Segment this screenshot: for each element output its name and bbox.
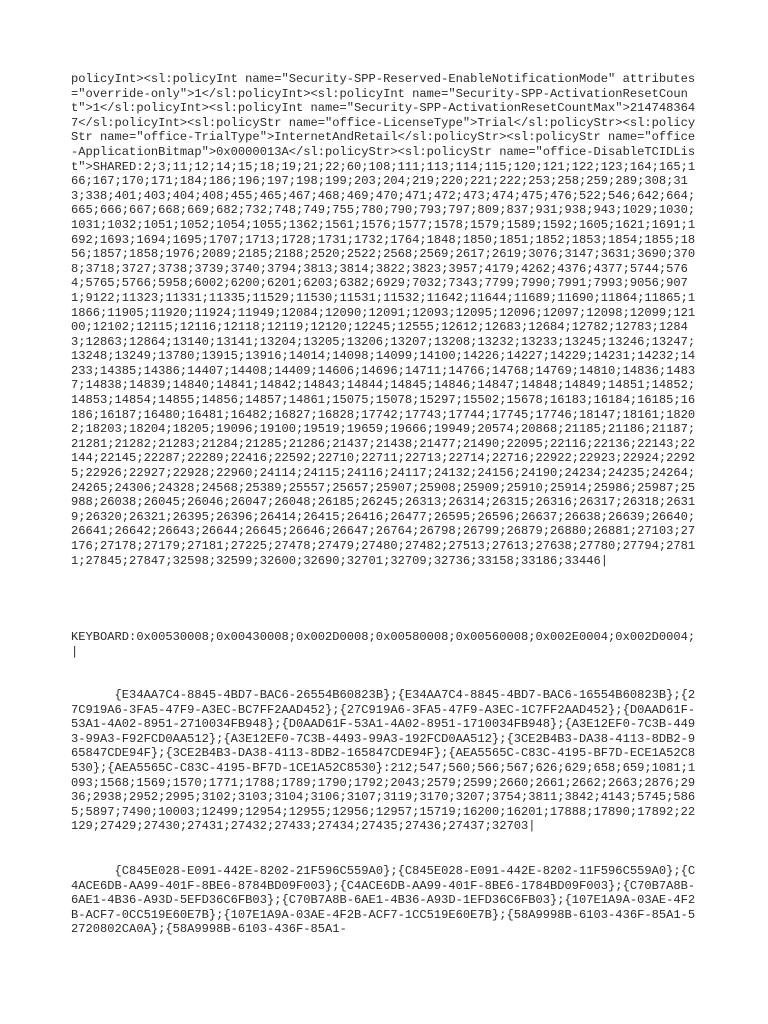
policy-xml-text: policyInt><sl:policyInt name="Security-SPP-Reserved-EnableNotificationMode" attributes="override-only">1</sl:policyInt><sl:policyInt name="Security-SPP-ActivationResetCount">1</sl:policyInt><sl:policyInt name="Security-SPP-ActivationResetCountMax">2147483647</sl:policyInt><sl:policyStr name="office-LicenseType">Trial</sl:policyStr><sl:policyStr name="office-TrialType">InternetAndRetail</sl:policyStr><sl:policyStr name="office-ApplicationBitmap">0x0000013A</sl:policyStr><sl:policyStr name="office-DisableTCIDList">SHARED:2;3;11;12;14;15;18;19;21;22;60;108;111;113;114;115;120;121;122;123;164;165;166;167;170;171;184;186;196;197;198;199;203;204;219;220;221;222;253;258;259;289;308;313;338;401;403;404;408;455;465;467;468;469;470;471;472;473;474;475;476;522;546;642;664;665;666;667;668;669;682;732;748;749;755;780;790;793;797;809;837;931;938;943;1029;1030;1031;1032;1051;1052;1054;1055;1362;1561;1576;1577;1578;1579;1589;1592;1605;1621;1691;1692;1693;1694;1695;1707;1713;1728;1731;1732;1764;1848;1850;1851;1852;1853;1854;1855;1856;1857;1858;1976;2089;2185;2188;2520;2522;2568;2569;2617;2619;3076;3147;3631;3690;3708;3718;3727;3738;3739;3740;3794;3813;3814;3822;3823;3957;4179;4262;4376;4377;5744;5764;5765;5766;5958;6002;6200;6201;6203;6382;6929;7032;7343;7799;7990;7991;7993;9056;9071;9122;11323;11331;11335;11529;11530;11531;11532;11642;11644;11689;11690;11864;11865;11866;11905;11920;11924;11949;12084;12090;12091;12093;12095;12096;12097;12098;12099;12100;12102;12115;12116;12118;12119;12120;12245;12555;12612;12683;12684;12782;12783;12843;12863;12864;13140;13141;13204;13205;13206;13207;13208;13232;13233;13245;13246;13247;13248;13249;13780;13915;13916;14014;14098;14099;14100;14226;14227;14229;14231;14232;14233;14385;14386;14407;14408;14409;14606;14696;14711;14766;14768;14769;14810;14836;14837;14838;14839;14840;14841;14842;14843;14844;14845;14846;14847;14848;14849;14851;14852;14853;14854;14855;14856;14857;14861;15075;15078;15297;15502;15678;16183;16184;16185;16186;16187;16480;16481;16482;16827;16828;17742;17743;17744;17745;17746;18147;18161;18202;18203;18204;18205;19096;19100;19519;19659;19666;19949;20574;20868;21185;21186;21187;21281;21282;21283;21284;21285;21286;21437;21438;21477;21490;22095;22116;22136;22143;22144;22145;22287;22289;22416;22592;22710;22711;22713;22714;22716;22922;22923;22924;22925;22926;22927;22928;22960;24114;24115;24116;24117;24132;24156;24190;24234;24235;24264;24265;24306;24328;24568;25389;25557;25657;25907;25908;25909;25910;25914;25986;25987;25988;26038;26045;26046;26047;26048;26185;26245;26313;26314;26315;26316;26317;26318;26319;26320;26321;26395;26396;26414;26415;26416;26477;26595;26596;26637;26638;26639;26640;26641;26642;26643;26644;26645;26646;26647;26764;26798;26799;26879;26880;26881;27103;27176;27178;27179;27181;27225;27478;27479;27480;27482;27513;27613;27638;27780;27794;27811;27845;27847;32598;32599;32600;32690;32701;32709;32736;33158;33186;33446|	[71, 72, 696, 568]
guid-list-text-continued: {C845E028-E091-442E-8202-21F596C559A0};{C845E028-E091-442E-8202-11F596C559A0};{C4ACE6DB-AA99-401F-8BE6-8784BD09F003};{C4ACE6DB-AA99-401F-8BE6-1784BD09F003};{C70B7A8B-6AE1-4B36-A93D-5EFD36C6FB03};{C70B7A8B-6AE1-4B36-A93D-1EFD36C6FB03};{107E1A9A-03AE-4F2B-ACF7-0CC519E60E7B};{107E1A9A-03AE-4F2B-ACF7-1CC519E60E7B};{58A9998B-6103-436F-85A1-52720802CA0A};{58A9998B-6103-436F-85A1-	[71, 864, 696, 937]
keyboard-codes-text: KEYBOARD:0x00530008;0x00430008;0x002D0008;0x00580008;0x00560008;0x002E0004;0x002D0004;|	[71, 630, 696, 659]
guid-list-text: {E34AA7C4-8845-4BD7-BAC6-26554B60823B};{E34AA7C4-8845-4BD7-BAC6-16554B60823B};{27C919A6-3FA5-47F9-A3EC-BC7FF2AAD452};{27C919A6-3FA5-47F9-A3EC-1C7FF2AAD452};{D0AAD61F-53A1-4A02-8951-2710034FB948};{D0AAD61F-53A1-4A02-8951-1710034FB948};{A3E12EF0-7C3B-4493-99A3-F92FCD0AA512};{A3E12EF0-7C3B-4493-99A3-192FCD0AA512};{3CE2B4B3-DA38-4113-8DB2-965847CDE94F};{3CE2B4B3-DA38-4113-8DB2-165847CDE94F};{AEA5565C-C83C-4195-BF7D-ECE1A52C8530};{AEA5565C-C83C-4195-BF7D-1CE1A52C8530}:212;547;560;566;567;626;629;658;659;1081;1093;1568;1569;1570;1771;1788;1789;1790;1792;2043;2579;2599;2660;2661;2662;2663;2876;2936;2938;2952;2995;3102;3103;3104;3106;3107;3119;3170;3207;3754;3811;3842;4143;5745;5865;5897;7490;10003;12499;12954;12955;12956;12957;15719;16200;16201;17888;17890;17892;22129;27429;27430;27431;27432;27433;27434;27435;27436;27437;32703|	[71, 688, 696, 834]
